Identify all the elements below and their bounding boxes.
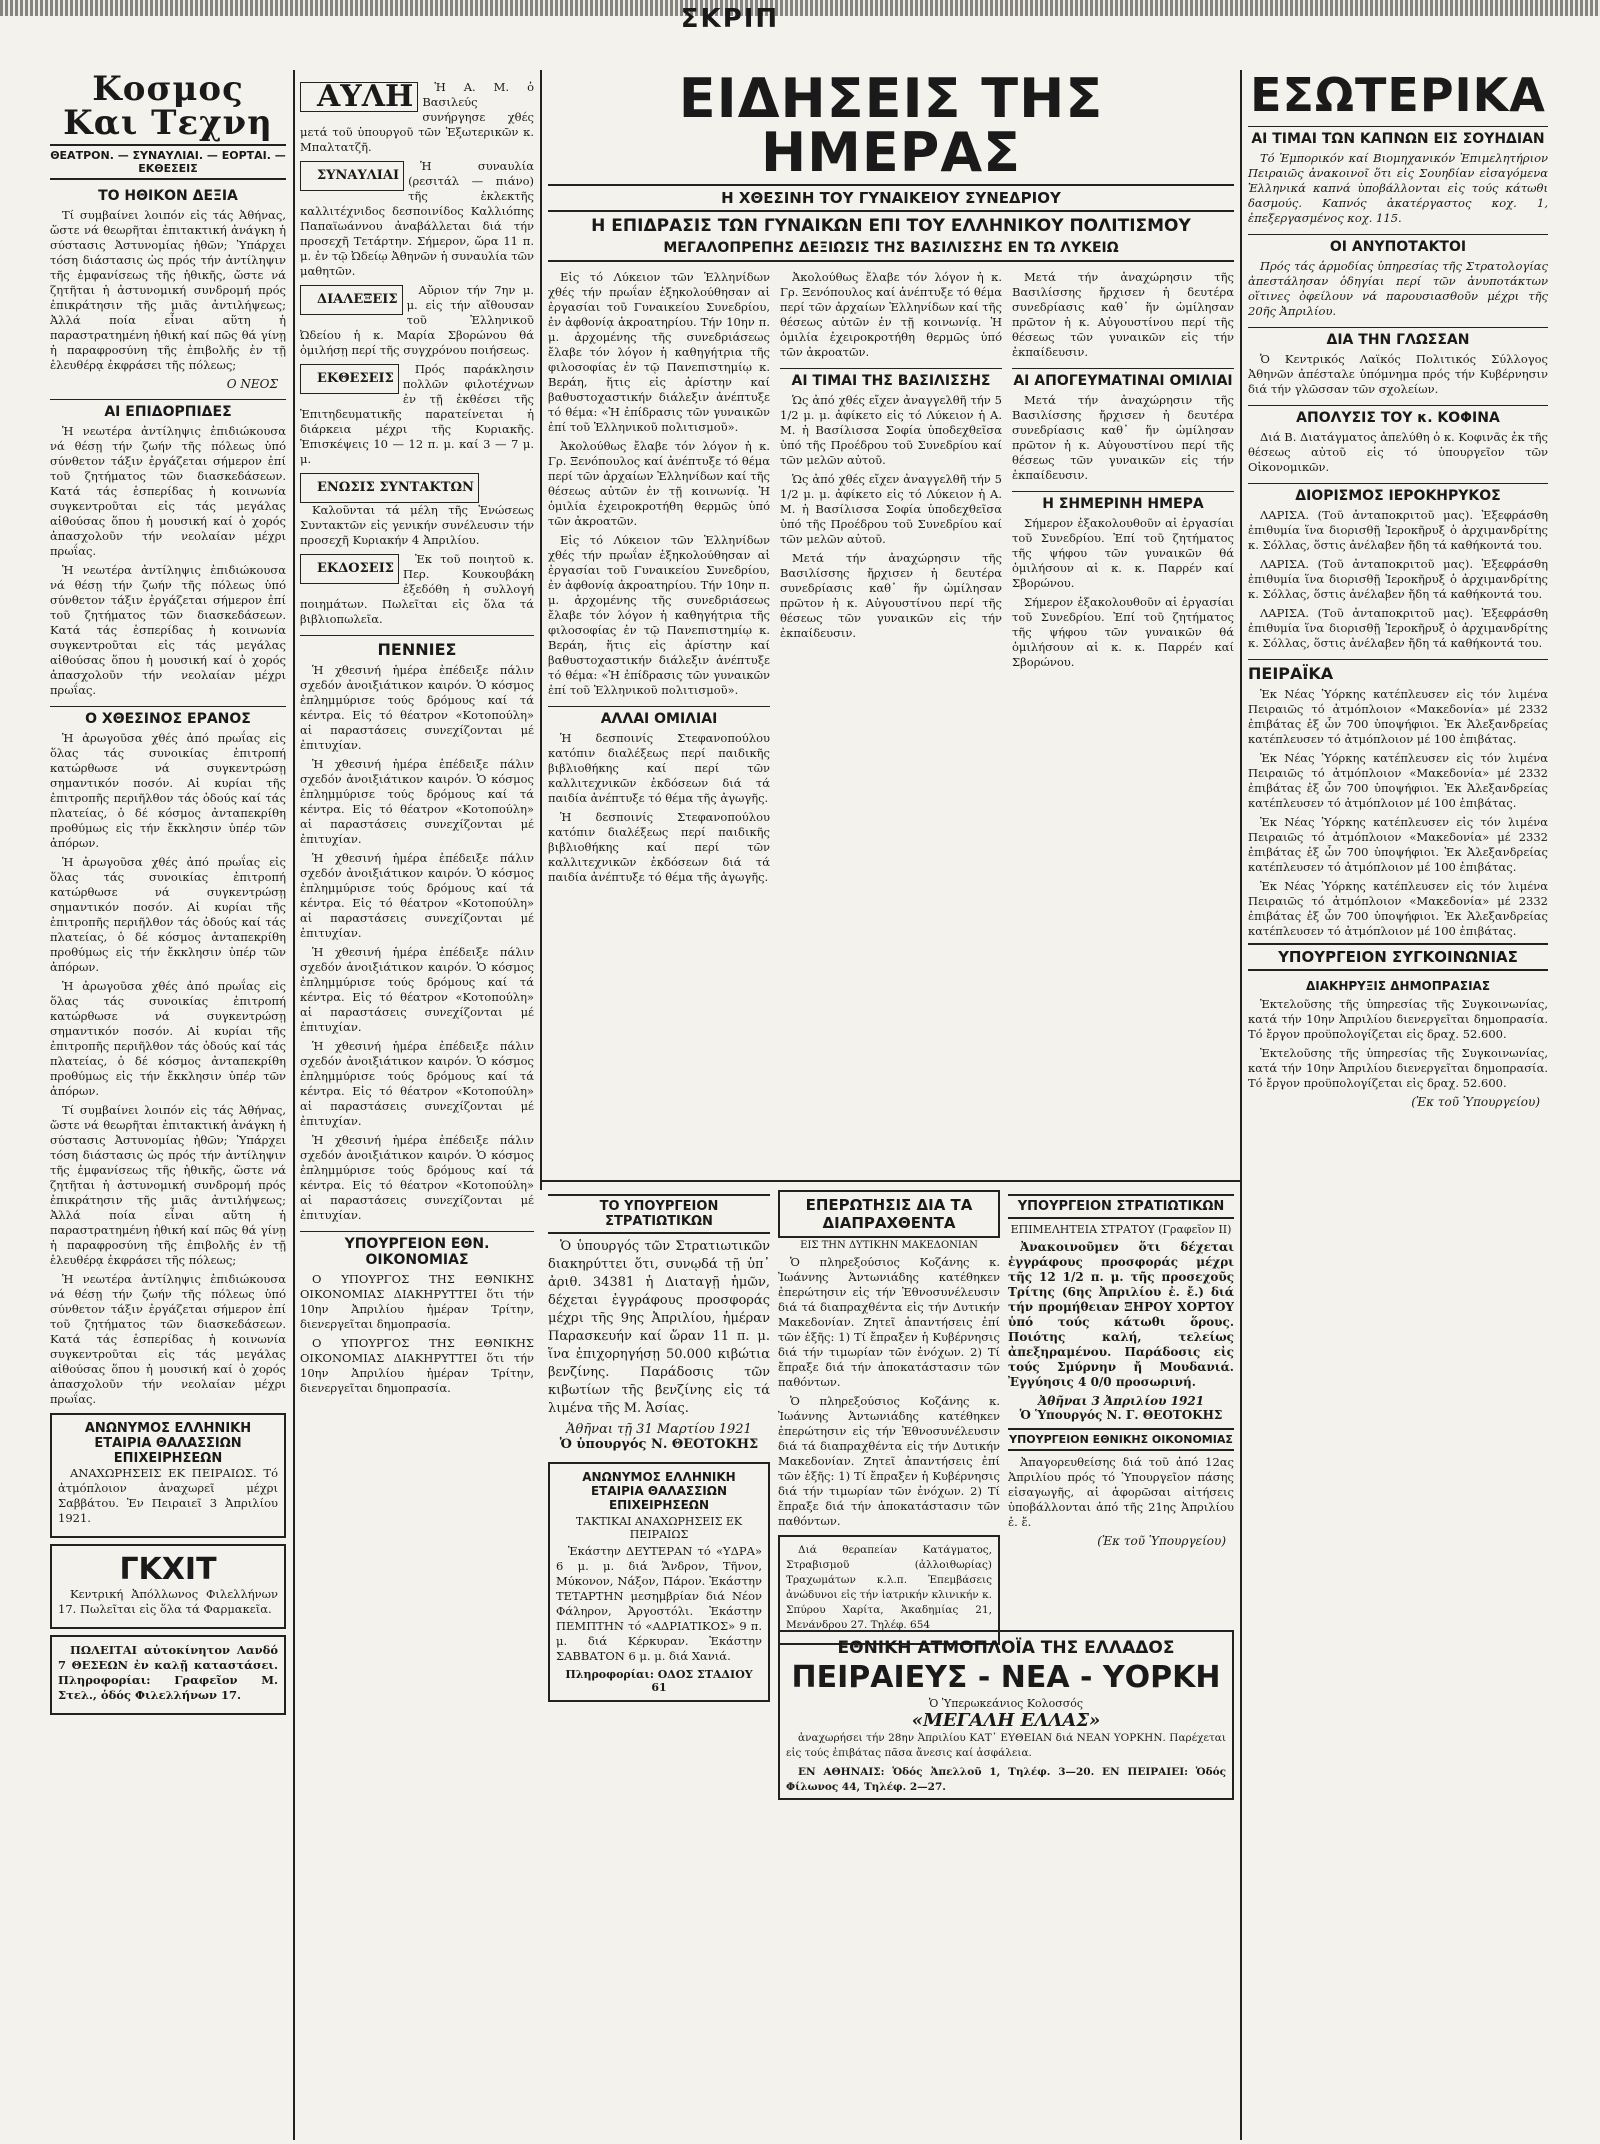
article-text: Τό Ἐμπορικόν καί Βιομηχανικόν Ἐπιμελητήριον Πειραιῶς ἀνακοινοῖ ὅτι εἰς Σουηδίαν εἰσαγόμενα Ἑλληνικά καπνά ὑποβάλλονται εἰς τούς κάτωθι δασμούς. Καπνός ἀκατέργαστος κοχ. 1, ἐπεξεργασμένος κοχ. 115. bbox=[1248, 151, 1548, 225]
advertisement bbox=[50, 1635, 286, 1715]
article-text: Ἐκ Νέας Ὑόρκης κατέπλευσεν εἰς τόν λιμένα Πειραιῶς τό ἀτμόπλοιον «Μακεδονία» μέ 2332 ἐπιβάτας ἐξ ὧν 700 ὑποψήφιοι. Ἐκ Ἀλεξανδρείας κατέπλευσεν τό ἀτμόπλοιον μέ 100 ἐπιβάτας. bbox=[1248, 879, 1548, 938]
masthead-label: ΣΚΡΙΠ bbox=[680, 4, 780, 34]
article-heading: ΔΙΟΡΙΣΜΟΣ ΙΕΡΟΚΗΡΥΚΟΣ bbox=[1248, 483, 1548, 504]
ad-title: ΑΝΩΝΥΜΟΣ ΕΛΛΗΝΙΚΗ ΕΤΑΙΡΙΑ ΘΑΛΑΣΣΙΩΝ ΕΠΙΧΕΙΡΗΣΕΩΝ bbox=[84, 1421, 252, 1466]
news-text: Μετά τήν ἀναχώρησιν τῆς Βασιλίσσης ἤρχισεν ἡ δευτέρα συνεδρίασις καθ᾽ ἥν ὡμίλησαν πρῶτον ἡ κ. Αὐγουστίνου περί τῆς θέσεως τῶν γυναικῶν εἰς τήν ἐκπαίδευσιν. bbox=[780, 551, 1002, 640]
news-text: Εἰς τό Λύκειον τῶν Ἑλληνίδων χθές τήν πρωΐαν ἐξηκολούθησαν αἱ ἐργασίαι τοῦ Γυναικείου Συνεδρίου, ἐν ἀφθονίᾳ ἀκροατηρίου. Τήν 10ην π. μ. ἀρχομένης τῆς συνεδριάσεως ἔλαβε τόν λόγον ἡ καθηγήτρια τῆς φιλοσοφίας ἐν τῷ Πανεπιστημίῳ κ. Βεράη, ἥτις εἰς ἀρίστην καί βαθυστοχαστικήν διάλεξιν ἀνέπτυξε τό θέμα: «Ἡ ἐπίδρασις τῶν γυναικῶν ἐπί τοῦ Ἑλληνικοῦ πολιτισμοῦ». bbox=[548, 270, 770, 434]
advertisement bbox=[50, 1544, 286, 1629]
shipping-ad bbox=[548, 1462, 770, 1702]
news-col bbox=[780, 270, 1002, 889]
brief-text: Ἡ χθεσινή ἡμέρα ἐπέδειξε πάλιν σχεδόν ἀνοιξιάτικον καιρόν. Ὁ κόσμος ἐπλημμύρισε τούς δρόμους καί τά κέντρα. Εἰς τό θέατρον «Κοτοπούλη» αἱ παραστάσεις συνεχίζονται μέ ἐπιτυχίαν. bbox=[300, 945, 534, 1034]
article-text: Ἡ νεωτέρα ἀντίληψις ἐπιδιώκουσα νά θέσῃ τήν ζωήν τῆς πόλεως ὑπό σύνθετον τάξιν ἐργάζεται σήμερον ἐπί τοῦ ζητήματος τῶν διασκεδάσεων. Κατά τάς ἑσπερίδας ἡ κοινωνία συγκεντροῦται εἰς τάς μεγάλας αἰθούσας ὅπου ἡ μουσική καί ὁ χορός ἀπασχολοῦν τήν νεολαίαν μέχρι πρωΐας. bbox=[50, 424, 286, 558]
ad-text: ΠΩΛΕΙΤΑΙ αὐτοκίνητον Λανδό 7 ΘΕΣΕΩΝ ἐν καλῇ καταστάσει. Πληροφορίαι: Γραφεῖον Μ. Στελ., ὁδός Φιλελλήνων 17. bbox=[58, 1643, 278, 1702]
article-signature: (Ἐκ τοῦ Ὑπουργείου) bbox=[1411, 1095, 1540, 1109]
supply-notice bbox=[1008, 1190, 1234, 1630]
section-title-kosmos: Κοσμος Και Τεχνη bbox=[63, 69, 273, 143]
notice-text: Ἀπαγορευθείσης διά τοῦ ἀπό 12ας Ἀπριλίου πρός τό Ὑπουργεῖον πάσης εἰσαγωγῆς, αἱ ἀφορῶσαι αἰτήσεις ὑποβάλλονται ἀπό τῆς 21ης Ἀπριλίου ἐ. ἔ. bbox=[1008, 1455, 1234, 1529]
article-signature: Ο ΝΕΟΣ bbox=[226, 377, 278, 391]
ad-title: ΠΕΙΡΑΙΕΥΣ - ΝΕΑ - ΥΟΡΚΗ bbox=[791, 1660, 1221, 1695]
article-heading: ΤΟ ΗΘΙΚΟΝ ΔΕΞΙΑ bbox=[98, 188, 238, 204]
article-text: Ἐκ Νέας Ὑόρκης κατέπλευσεν εἰς τόν λιμένα Πειραιῶς τό ἀτμόπλοιον «Μακεδονία» μέ 2332 ἐπιβάτας ἐξ ὧν 700 ὑποψήφιοι. Ἐκ Ἀλεξανδρείας κατέπλευσεν τό ἀτμόπλοιον μέ 100 ἐπιβάτας. bbox=[1248, 751, 1548, 810]
brief-text: ΕΝΩΣΙΣ ΣΥΝΤΑΚΤΩΝ Καλοῦνται τά μέλη τῆς Ἑνώσεως Συντακτῶν εἰς γενικήν συνέλευσιν τήν προσεχῆ Κυριακήν 4 Ἀπριλίου. bbox=[300, 471, 534, 548]
ad-text: Διά θεραπείαν Κατάγματος, Στραβισμοῦ (ἀλλοιθωρίας) Τραχωμάτων κ.λ.π. Ἐπεμβάσεις ἀνώδυνοι εἰς τήν ἰατρικήν κλινικήν κ. Σπύρου Χαρίτα, Ἀκαδημίας 21, Μενάνδρου 27. Τηλέφ. 654 bbox=[786, 1544, 992, 1631]
notice-title: ΥΠΟΥΡΓΕΙΟΝ ΣΤΡΑΤΙΩΤΙΚΩΝ bbox=[1008, 1194, 1234, 1219]
ad-title: ΕΘΝΙΚΗ ΑΤΜΟΠΛΟΪΑ ΤΗΣ ΕΛΛΑΔΟΣ bbox=[837, 1638, 1175, 1658]
news-subheading: Η ΣΗΜΕΡΙΝΗ ΗΜΕΡΑ bbox=[1012, 491, 1234, 512]
interpellation bbox=[778, 1190, 1000, 1631]
notice-subtitle: ΕΠΙΜΕΛΗΤΕΙΑ ΣΤΡΑΤΟΥ (Γραφεῖον ΙΙ) bbox=[1010, 1223, 1232, 1236]
article-text: Ἐκ Νέας Ὑόρκης κατέπλευσεν εἰς τόν λιμένα Πειραιῶς τό ἀτμόπλοιον «Μακεδονία» μέ 2332 ἐπιβάτας ἐξ ὧν 700 ὑποψήφιοι. Ἐκ Ἀλεξανδρείας κατέπλευσεν τό ἀτμόπλοιον μέ 100 ἐπιβάτας. bbox=[1248, 687, 1548, 746]
news-text: Ἡ δεσποινίς Στεφανοπούλου κατόπιν διαλέξεως περί παιδικῆς βιβλιοθήκης καί περί τῶν καλλιτεχνικῶν ἐκδόσεων διά τά παιδία ἀνέπτυξε τό θέμα τῆς ἀγωγῆς. bbox=[548, 810, 770, 884]
news-subheading: Η ΕΠΙΔΡΑΣΙΣ ΤΩΝ ΓΥΝΑΙΚΩΝ ΕΠΙ ΤΟΥ ΕΛΛΗΝΙΚΟΥ ΠΟΛΙΤΙΣΜΟΥ bbox=[591, 216, 1191, 236]
news-col bbox=[548, 270, 770, 889]
brief-text: ΕΚΘΕΣΕΙΣ Πρός παράκλησιν πολλῶν φιλοτέχνων ἐν τῇ ἐκθέσει τῆς Ἐπιτηδευματικῆς παρατείνεται ἡ διάρκεια μέχρι τῆς Κυριακῆς. Ἐπισκέψεις 10 — 12 π. μ. καί 3 — 7 μ. μ. bbox=[300, 362, 534, 466]
article-text: Τί συμβαίνει λοιπόν εἰς τάς Ἀθήνας, ὥστε νά θεωρῆται ἐπιτακτική ἀνάγκη ἡ σύστασις Ἀστυνομίας ἠθῶν; Ὑπάρχει τόση διάστασις ὡς πρός τήν ἀντίληψιν τῆς ἐμφανίσεως τῆς ἡθικῆς, ὥστε νά ζητῆται ἡ ἀστυνομική συνδρομή πρός ἐπικράτησιν τῆς μιᾶς ἀντιλήψεως; Ἀλλά ποία εἶναι αὕτη ἡ παραστρατημένη ἠθική καί πῶς θά γίνῃ ἡ παραφροσύνη τῆς ἐπιβολῆς ἐν τῇ ἑλευθέρᾳ ἐκφράσει τῆς πόλεως; bbox=[50, 1103, 286, 1267]
brief-text: ΕΚΔΟΣΕΙΣ Ἐκ τοῦ ποιητοῦ κ. Περ. Κουκουβάκη ἐξεδόθη ἡ συλλογή ποιημάτων. Πωλεῖται εἰς ὅλα τά βιβλιοπωλεῖα. bbox=[300, 552, 534, 626]
column-rule bbox=[1240, 70, 1242, 2140]
article-text: Ἡ ἀρωγοῦσα χθές ἀπό πρωΐας εἰς ὅλας τάς συνοικίας ἐπιτροπή κατώρθωσε νά συγκεντρώσῃ σημαντικόν ποσόν. Αἱ κυρίαι τῆς ἐπιτροπῆς περιῆλθον τάς ὁδούς καί τάς πλατείας, ὁ δέ κόσμος ἀνταπεκρίθη προθύμως εἰς τήν ἔκκλησιν ὑπέρ τῶν ἀπόρων. bbox=[50, 855, 286, 974]
column-rule bbox=[540, 70, 542, 1190]
news-subheading: ΑΛΛΑΙ ΟΜΙΛΙΑΙ bbox=[548, 706, 770, 727]
ad-text: Κεντρική Ἀπόλλωνος Φιλελλήνων 17. Πωλεῖται εἰς ὅλα τά Φαρμακεῖα. bbox=[58, 1587, 278, 1616]
brief-heading: ΕΚΘΕΣΕΙΣ bbox=[300, 364, 399, 394]
notice-signature: (Ἐκ τοῦ Ὑπουργείου) bbox=[1097, 1534, 1226, 1548]
news-subheading: ΑΙ ΑΠΟΓΕΥΜΑΤΙΝΑΙ ΟΜΙΛΙΑΙ bbox=[1012, 368, 1234, 389]
brief-text: ΣΥΝΑΥΛΙΑΙ Ἡ συναυλία (ρεσιτάλ — πιάνο) τῆς ἐκλεκτῆς καλλιτέχνιδος δεσποινίδος Καλλιόπης Παπαϊωάννου ἀναβάλλεται διά τήν προσεχῆ Τετάρτην. Σήμερον, ὥρα 11 π. μ. ἐν τῷ Ὠδείῳ Ἀθηνῶν ἡ συναυλία τῶν μαθητῶν. bbox=[300, 159, 534, 278]
notice-date: Ἀθῆναι τῇ 31 Μαρτίου 1921 bbox=[566, 1422, 752, 1437]
column-rule bbox=[293, 70, 295, 2140]
brief-text: Ἡ χθεσινή ἡμέρα ἐπέδειξε πάλιν σχεδόν ἀνοιξιάτικον καιρόν. Ὁ κόσμος ἐπλημμύρισε τούς δρόμους καί τά κέντρα. Εἰς τό θέατρον «Κοτοπούλη» αἱ παραστάσεις συνεχίζονται μέ ἐπιτυχίαν. bbox=[300, 851, 534, 940]
right-column bbox=[1248, 68, 1548, 2112]
notice-title: ΤΟ ΥΠΟΥΡΓΕΙΟΝ ΣΤΡΑΤΙΩΤΙΚΩΝ bbox=[548, 1194, 770, 1234]
news-text: Ἀκολούθως ἔλαβε τόν λόγον ἡ κ. Γρ. Ξενόπουλος καί ἀνέπτυξε τό θέμα περί τῶν ἀρχαίων Ἑλληνίδων καί τῆς θέσεως αὐτῶν ἐν τῇ κοινωνίᾳ. Ἡ ὁμιλία ἐχειροκροτήθη θερμῶς ὑπό τῶν ἀκροατῶν. bbox=[780, 270, 1002, 359]
ad-text: ἀναχωρήσει τήν 28ην Ἀπριλίου ΚΑΤ᾽ ΕΥΘΕΙΑΝ διά ΝΕΑΝ ΥΟΡΚΗΝ. Παρέχεται εἰς τούς ἐπιβάτας πᾶσα ἄνεσις καί ἀσφάλεια. bbox=[786, 1732, 1226, 1759]
news-text: Ἡ δεσποινίς Στεφανοπούλου κατόπιν διαλέξεως περί παιδικῆς βιβλιοθήκης καί περί τῶν καλλιτεχνικῶν ἐκδόσεων διά τά παιδία ἀνέπτυξε τό θέμα τῆς ἀγωγῆς. bbox=[548, 731, 770, 805]
ad-title: ΑΝΩΝΥΜΟΣ ΕΛΛΗΝΙΚΗ ΕΤΑΙΡΙΑ ΘΑΛΑΣΣΙΩΝ ΕΠΙΧΕΙΡΗΣΕΩΝ bbox=[582, 1470, 736, 1512]
brief-heading: ΠΕΝΝΙΕΣ bbox=[300, 635, 534, 659]
brief-heading: ΕΝΩΣΙΣ ΣΥΝΤΑΚΤΩΝ bbox=[300, 473, 479, 503]
steamship-ad bbox=[778, 1630, 1234, 1800]
news-subheading: ΑΙ ΤΙΜΑΙ ΤΗΣ ΒΑΣΙΛΙΣΣΗΣ bbox=[780, 368, 1002, 389]
left-column bbox=[50, 69, 286, 2112]
article-text: ΛΑΡΙΣΑ. (Τοῦ ἀνταποκριτοῦ μας). Ἐξεφράσθη ἐπιθυμία ἵνα διορισθῇ Ἱεροκῆρυξ ὁ ἀρχιμανδρίτης κ. Σόλλας, ὅστις ἀνέλαβεν ἤδη τά καθήκοντά του. bbox=[1248, 557, 1548, 601]
notice-title: ΕΠΕΡΩΤΗΣΙΣ ΔΙΑ ΤΑ ΔΙΑΠΡΑΧΘΕΝΤΑ bbox=[778, 1190, 1000, 1238]
news-text: Ὡς ἀπό χθές εἴχεν ἀναγγελθῆ τήν 5 1/2 μ. μ. ἀφίκετο εἰς τό Λύκειον ἡ Α. Μ. ἡ Βασίλισσα Σοφία ὑποδεχθεῖσα ὑπό τῆς Προέδρου τοῦ Συνεδρίου καί τῶν μελῶν αὐτοῦ. bbox=[780, 393, 1002, 467]
brief-text: Ἡ χθεσινή ἡμέρα ἐπέδειξε πάλιν σχεδόν ἀνοιξιάτικον καιρόν. Ὁ κόσμος ἐπλημμύρισε τούς δρόμους καί τά κέντρα. Εἰς τό θέατρον «Κοτοπούλη» αἱ παραστάσεις συνεχίζονται μέ ἐπιτυχίαν. bbox=[300, 1133, 534, 1222]
notice-title: ΥΠΟΥΡΓΕΙΟΝ ΕΘΝΙΚΗΣ ΟΙΚΟΝΟΜΙΑΣ bbox=[1008, 1428, 1234, 1451]
ad-address: Πληροφορίαι: ΟΔΟΣ ΣΤΑΔΙΟΥ 61 bbox=[565, 1668, 753, 1694]
notice-text: Ἀνακοινοῦμεν ὅτι δέχεται ἐγγράφους προσφοράς μέχρι τῆς 12 1/2 π. μ. τῆς προσεχοῦς Τρίτης (6ης Ἀπριλίου ἐ. ἔ.) διά τήν προμήθειαν ΞΗΡΟΥ ΧΟΡΤΟΥ ὑπό τούς κάτωθι ὅρους. Ποιότης καλή, τελείως ἀπεξηραμένου. Παράδοσις εἰς τούς Σμύρνην ἤ Μουδανιά. Ἐγγύησις 4 0/0 προσωρινή. bbox=[1008, 1240, 1234, 1389]
article-text: Διά Β. Διατάγματος ἀπελύθη ὁ κ. Κοφινᾶς ἐκ τῆς θέσεως αὐτοῦ εἰς τό ὑπουργεῖον τῶν Οἰκονομικῶν. bbox=[1248, 430, 1548, 474]
section-subtitle: ΘΕΑΤΡΟΝ. — ΣΥΝΑΥΛΙΑΙ. — ΕΟΡΤΑΙ. — ΕΚΘΕΣΕΙΣ bbox=[50, 144, 286, 180]
news-text: Μετά τήν ἀναχώρησιν τῆς Βασιλίσσης ἤρχισεν ἡ δευτέρα συνεδρίασις καθ᾽ ἥν ὡμίλησαν πρῶτον ἡ κ. Αὐγουστίνου περί τῆς θέσεως τῶν γυναικῶν εἰς τήν ἐκπαίδευσιν. bbox=[1012, 393, 1234, 482]
article-heading: Ο ΧΘΕΣΙΝΟΣ ΕΡΑΝΟΣ bbox=[50, 706, 286, 727]
article-text: Ἡ ἀρωγοῦσα χθές ἀπό πρωΐας εἰς ὅλας τάς συνοικίας ἐπιτροπή κατώρθωσε νά συγκεντρώσῃ σημαντικόν ποσόν. Αἱ κυρίαι τῆς ἐπιτροπῆς περιῆλθον τάς ὁδούς καί τάς πλατείας, ὁ δέ κόσμος ἀνταπεκρίθη προθύμως εἰς τήν ἔκκλησιν ὑπέρ τῶν ἀπόρων. bbox=[50, 731, 286, 850]
article-text: Ἐκ Νέας Ὑόρκης κατέπλευσεν εἰς τόν λιμένα Πειραιῶς τό ἀτμόπλοιον «Μακεδονία» μέ 2332 ἐπιβάτας ἐξ ὧν 700 ὑποψήφιοι. Ἐκ Ἀλεξανδρείας κατέπλευσεν τό ἀτμόπλοιον μέ 100 ἐπιβάτας. bbox=[1248, 815, 1548, 874]
brief-text: ΔΙΑΛΕΞΕΙΣ Αὔριον τήν 7ην μ. μ. εἰς τήν αἴθουσαν τοῦ Ἑλληνικοῦ Ὠδείου ἡ κ. Μαρία Σβορώνου θά ὁμιλήσῃ περί τῆς συγχρόνου ποιήσεως. bbox=[300, 283, 534, 357]
article-text: Ἡ ἀρωγοῦσα χθές ἀπό πρωΐας εἰς ὅλας τάς συνοικίας ἐπιτροπή κατώρθωσε νά συγκεντρώσῃ σημαντικόν ποσόν. Αἱ κυρίαι τῆς ἐπιτροπῆς περιῆλθον τάς ὁδούς καί τάς πλατείας, ὁ δέ κόσμος ἀνταπεκρίθη προθύμως εἰς τήν ἔκκλησιν ὑπέρ τῶν ἀπόρων. bbox=[50, 979, 286, 1098]
news-subheading: Η ΧΘΕΣΙΝΗ ΤΟΥ ΓΥΝΑΙΚΕΙΟΥ ΣΥΝΕΔΡΙΟΥ bbox=[548, 184, 1234, 212]
advertisement bbox=[50, 1413, 286, 1538]
article-text: Ἡ νεωτέρα ἀντίληψις ἐπιδιώκουσα νά θέσῃ τήν ζωήν τῆς πόλεως ὑπό σύνθετον τάξιν ἐργάζεται σήμερον ἐπί τοῦ ζητήματος τῶν διασκεδάσεων. Κατά τάς ἑσπερίδας ἡ κοινωνία συγκεντροῦται εἰς τάς μεγάλας αἰθούσας ὅπου ἡ μουσική καί ὁ χορός ἀπασχολοῦν τήν νεολαίαν μέχρι πρωΐας. bbox=[50, 563, 286, 697]
brief-heading: ΣΥΝΑΥΛΙΑΙ bbox=[300, 161, 404, 191]
news-text: Σήμερον ἐξακολουθοῦν αἱ ἐργασίαι τοῦ Συνεδρίου. Ἐπί τοῦ ζητήματος τῆς ψήφου τῶν γυναικῶν θά ὁμιλήσουν αἱ κ. κ. Παρρέν καί Σβορώνου. bbox=[1012, 516, 1234, 590]
brief-text: Ἡ χθεσινή ἡμέρα ἐπέδειξε πάλιν σχεδόν ἀνοιξιάτικον καιρόν. Ὁ κόσμος ἐπλημμύρισε τούς δρόμους καί τά κέντρα. Εἰς τό θέατρον «Κοτοπούλη» αἱ παραστάσεις συνεχίζονται μέ ἐπιτυχίαν. bbox=[300, 757, 534, 846]
ship-name: «ΜΕΓΑΛΗ ΕΛΛΑΣ» bbox=[911, 1710, 1101, 1731]
article-heading: ΑΠΟΛΥΣΙΣ ΤΟΥ κ. ΚΟΦΙΝΑ bbox=[1248, 405, 1548, 426]
ad-text: Ἑκάστην ΔΕΥΤΕΡΑΝ τό «ΥΔΡΑ» 6 μ. μ. διά Ἄνδρον, Τῆνον, Μύκονον, Νάξον, Πάρον. Ἑκάστην ΤΕΤΑΡΤΗΝ μεσημβρίαν διά Νέον Φάληρον, Ἀργοστόλι. Ἑκάστην ΠΕΜΠΤΗΝ τό «ΑΔΡΙΑΤΙΚΟΣ» 9 π. μ. διά Κέρκυραν. Ἑκάστην ΣΑΒΒΑΤΟΝ 6 μ. μ. διά Χανιά. bbox=[556, 1544, 762, 1663]
article-text: Ἡ νεωτέρα ἀντίληψις ἐπιδιώκουσα νά θέσῃ τήν ζωήν τῆς πόλεως ὑπό σύνθετον τάξιν ἐργάζεται σήμερον ἐπί τοῦ ζητήματος τῶν διασκεδάσεων. Κατά τάς ἑσπερίδας ἡ κοινωνία συγκεντροῦται εἰς τάς μεγάλας αἰθούσας ὅπου ἡ μουσική καί ὁ χορός ἀπασχολοῦν τήν νεολαίαν μέχρι πρωΐας. bbox=[50, 1272, 286, 1406]
notice-signature: Ὁ ὑπουργός Ν. ΘΕΟΤΟΚΗΣ bbox=[559, 1437, 759, 1452]
article-heading: ΑΙ ΕΠΙΔΟΡΠΙΔΕΣ bbox=[50, 399, 286, 420]
ad-title: ΓΚΧΙΤ bbox=[119, 1552, 217, 1587]
ad-text: Ὁ Ὑπερωκεάνιος Κολοσσός bbox=[928, 1697, 1084, 1710]
military-notice bbox=[548, 1190, 770, 1750]
brief-heading: ΔΙΑΛΕΞΕΙΣ bbox=[300, 285, 403, 315]
article-text: Ἐκτελοῦσης τῆς ὑπηρεσίας τῆς Συγκοινωνίας, κατά τήν 10ην Ἀπριλίου διενεργεῖται δημοπρασία. Τό ἔργον προϋπολογίζεται εἰς δραχ. 52.600. bbox=[1248, 1046, 1548, 1090]
notice-subtitle: ΕΙΣ ΤΗΝ ΔΥΤΙΚΗΝ ΜΑΚΕΔΟΝΙΑΝ bbox=[800, 1240, 978, 1251]
news-text: Ὡς ἀπό χθές εἴχεν ἀναγγελθῆ τήν 5 1/2 μ. μ. ἀφίκετο εἰς τό Λύκειον ἡ Α. Μ. ἡ Βασίλισσα Σοφία ὑποδεχθεῖσα ὑπό τῆς Προέδρου τοῦ Συνεδρίου καί τῶν μελῶν αὐτοῦ. bbox=[780, 472, 1002, 546]
news-title: ΕΙΔΗΣΕΙΣ ΤΗΣ ΗΜΕΡΑΣ bbox=[678, 67, 1104, 184]
news-col bbox=[1012, 270, 1234, 889]
article-subheading: ΔΙΑΚΗΡΥΞΙΣ ΔΗΜΟΠΡΑΣΙΑΣ bbox=[1305, 979, 1491, 993]
article-heading: ΑΙ ΤΙΜΑΙ ΤΩΝ ΚΑΠΝΩΝ ΕΙΣ ΣΟΥΗΔΙΑΝ bbox=[1248, 126, 1548, 147]
article-text: Ἐκτελοῦσης τῆς ὑπηρεσίας τῆς Συγκοινωνίας, κατά τήν 10ην Ἀπριλίου διενεργεῖται δημοπρασία. Τό ἔργον προϋπολογίζεται εἰς δραχ. 52.600. bbox=[1248, 997, 1548, 1041]
article-heading: ΠΕΙΡΑΪΚΑ bbox=[1248, 659, 1548, 683]
briefs-column bbox=[300, 80, 534, 2110]
news-text: Ἀκολούθως ἔλαβε τόν λόγον ἡ κ. Γρ. Ξενόπουλος καί ἀνέπτυξε τό θέμα περί τῶν ἀρχαίων Ἑλληνίδων καί τῆς θέσεως αὐτῶν ἐν τῇ κοινωνίᾳ. Ἡ ὁμιλία ἐχειροκροτήθη θερμῶς ὑπό τῶν ἀκροατῶν. bbox=[548, 439, 770, 528]
article-text: Πρός τάς ἁρμοδίας ὑπηρεσίας τῆς Στρατολογίας ἀπεστάλησαν ὁδηγίαι περί τῶν ἀνυποτάκτων οἵτινες ὀφείλουν νά παρουσιασθοῦν μέχρι τῆς 20ῆς Ἀπριλίου. bbox=[1248, 259, 1548, 318]
news-subheading: ΜΕΓΑΛΟΠΡΕΠΗΣ ΔΕΞΙΩΣΙΣ ΤΗΣ ΒΑΣΙΛΙΣΣΗΣ ΕΝ ΤΩ ΛΥΚΕΙΩ bbox=[548, 240, 1234, 262]
article-text: Τί συμβαίνει λοιπόν εἰς τάς Ἀθήνας, ὥστε νά θεωρῆται ἐπιτακτική ἀνάγκη ἡ σύστασις Ἀστυνομίας ἠθῶν; Ὑπάρχει τόση διάστασις ὡς πρός τήν ἀντίληψιν τῆς ἐμφανίσεως τῆς ἡθικῆς, ὥστε νά ζητῆται ἡ ἀστυνομική συνδρομή πρός ἐπικράτησιν τῆς μιᾶς ἀντιλήψεως; Ἀλλά ποία εἶναι αὕτη ἡ παραστρατημένη ἠθική καί πῶς θά γίνῃ ἡ παραφροσύνη τῆς ἐπιβολῆς ἐν τῇ ἑλευθέρᾳ ἐκφράσει τῆς πόλεως; bbox=[50, 208, 286, 372]
news-text: Μετά τήν ἀναχώρησιν τῆς Βασιλίσσης ἤρχισεν ἡ δευτέρα συνεδρίασις καθ᾽ ἥν ὡμίλησαν πρῶτον ἡ κ. Αὐγουστίνου περί τῆς θέσεως τῶν γυναικῶν εἰς τήν ἐκπαίδευσιν. bbox=[1012, 270, 1234, 359]
notice-text: Ὁ ὑπουργός τῶν Στρατιωτικῶν διακηρύττει ὅτι, συνῳδά τῇ ὑπ᾽ ἀριθ. 34381 ἡ Διαταγῇ ἡμῶν, δέχεται ἐγγράφους προσφοράς μέχρι τῆς 9ης Ἀπριλίου, ἡμέραν Παρασκευήν καί ὥραν 11 π. μ. ἵνα ἐπιχορηγήσῃ 50.000 κιβώτια βενζίνης. Παράδοσις τῶν κιβωτίων τῆς βενζίνης εἰς τά λιμένα τῆς Μ. Ἀσίας. bbox=[548, 1239, 770, 1416]
brief-heading: ΑΥΛΗ bbox=[300, 82, 418, 112]
notice-text: Ὁ πληρεξούσιος Κοζάνης κ. Ἰωάννης Ἀντωνιάδης κατέθηκεν ἐπερώτησιν εἰς τήν Ἐθνοσυνέλευσιν διά τά διαπραχθέντα εἰς τήν Δυτικήν Μακεδονίαν. Ζητεῖ ἀπαντήσεις ἐπί τῶν ἑξῆς: 1) Τί ἔπραξεν ἡ Κυβέρνησις διά τήν τιμωρίαν τῶν ἐνόχων. 2) Τί ἔπραξε διά τήν ἀποκατάστασιν τῶν παθόντων. bbox=[778, 1394, 1000, 1528]
ad-subtitle: ΤΑΚΤΙΚΑΙ ΑΝΑΧΩΡΗΣΕΙΣ ΕΚ ΠΕΙΡΑΙΩΣ bbox=[575, 1515, 743, 1541]
article-text: Ὁ Κεντρικός Λαϊκός Πολιτικός Σύλλογος Ἀθηνῶν ἀπέσταλε ὑπόμνημα πρός τήν Κυβέρνησιν διά τήν γλῶσσαν τῶν σχολείων. bbox=[1248, 352, 1548, 396]
ad-text: ΑΝΑΧΩΡΗΣΕΙΣ ΕΚ ΠΕΙΡΑΙΩΣ. Τό ἀτμόπλοιον ἀναχωρεῖ μέχρι Σαββάτου. Ἐν Πειραιεῖ 3 Ἀπριλίου 1921. bbox=[58, 1466, 278, 1525]
center-news bbox=[548, 67, 1234, 1176]
article-heading: ΟΙ ΑΝΥΠΟΤΑΚΤΟΙ bbox=[1248, 234, 1548, 255]
article-text: ΛΑΡΙΣΑ. (Τοῦ ἀνταποκριτοῦ μας). Ἐξεφράσθη ἐπιθυμία ἵνα διορισθῇ Ἱεροκῆρυξ ὁ ἀρχιμανδρίτης κ. Σόλλας, ὅστις ἀνέλαβεν ἤδη τά καθήκοντά του. bbox=[1248, 508, 1548, 552]
notice-text: Ὁ πληρεξούσιος Κοζάνης κ. Ἰωάννης Ἀντωνιάδης κατέθηκεν ἐπερώτησιν εἰς τήν Ἐθνοσυνέλευσιν διά τά διαπραχθέντα εἰς τήν Δυτικήν Μακεδονίαν. Ζητεῖ ἀπαντήσεις ἐπί τῶν ἑξῆς: 1) Τί ἔπραξεν ἡ Κυβέρνησις διά τήν τιμωρίαν τῶν ἐνόχων. 2) Τί ἔπραξε διά τήν ἀποκατάστασιν τῶν παθόντων. bbox=[778, 1255, 1000, 1389]
brief-heading: ΥΠΟΥΡΓΕΙΟΝ ΕΘΝ. ΟΙΚΟΝΟΜΙΑΣ bbox=[300, 1231, 534, 1268]
section-rule bbox=[540, 1180, 1240, 1182]
ad-address: ΕΝ ΑΘΗΝΑΙΣ: Ὁδός Ἀπελλοῦ 1, Τηλέφ. 3—20. ΕΝ ΠΕΙΡΑΙΕΙ: Ὁδός Φίλωνος 44, Τηλέφ. 2—27. bbox=[786, 1766, 1226, 1793]
clinic-ad bbox=[778, 1535, 1000, 1645]
section-title-esoterika: ΕΣΩΤΕΡΙΚΑ bbox=[1250, 68, 1546, 122]
brief-text: Ο ΥΠΟΥΡΓΟΣ ΤΗΣ ΕΘΝΙΚΗΣ ΟΙΚΟΝΟΜΙΑΣ ΔΙΑΚΗΡΥΤΤΕΙ ὅτι τήν 10ην Ἀπριλίου ἡμέραν Τρίτην, διενεργεῖται δημοπρασία. bbox=[300, 1336, 534, 1395]
news-text: Σήμερον ἐξακολουθοῦν αἱ ἐργασίαι τοῦ Συνεδρίου. Ἐπί τοῦ ζητήματος τῆς ψήφου τῶν γυναικῶν θά ὁμιλήσουν αἱ κ. κ. Παρρέν καί Σβορώνου. bbox=[1012, 595, 1234, 669]
brief-text: Ἡ χθεσινή ἡμέρα ἐπέδειξε πάλιν σχεδόν ἀνοιξιάτικον καιρόν. Ὁ κόσμος ἐπλημμύρισε τούς δρόμους καί τά κέντρα. Εἰς τό θέατρον «Κοτοπούλη» αἱ παραστάσεις συνεχίζονται μέ ἐπιτυχίαν. bbox=[300, 663, 534, 752]
notice-signature: Ὁ Ὑπουργός Ν. Γ. ΘΕΟΤΟΚΗΣ bbox=[1019, 1408, 1223, 1422]
brief-heading: ΕΚΔΟΣΕΙΣ bbox=[300, 554, 399, 584]
brief-text: Ἡ χθεσινή ἡμέρα ἐπέδειξε πάλιν σχεδόν ἀνοιξιάτικον καιρόν. Ὁ κόσμος ἐπλημμύρισε τούς δρόμους καί τά κέντρα. Εἰς τό θέατρον «Κοτοπούλη» αἱ παραστάσεις συνεχίζονται μέ ἐπιτυχίαν. bbox=[300, 1039, 534, 1128]
article-text: ΛΑΡΙΣΑ. (Τοῦ ἀνταποκριτοῦ μας). Ἐξεφράσθη ἐπιθυμία ἵνα διορισθῇ Ἱεροκῆρυξ ὁ ἀρχιμανδρίτης κ. Σόλλας, ὅστις ἀνέλαβεν ἤδη τά καθήκοντά του. bbox=[1248, 606, 1548, 650]
notice-date: Ἀθῆναι 3 Ἀπριλίου 1921 bbox=[1037, 1394, 1205, 1408]
masthead-strip bbox=[0, 0, 1600, 16]
news-columns bbox=[548, 270, 1234, 889]
article-heading: ΔΙΑ ΤΗΝ ΓΛΩΣΣΑΝ bbox=[1248, 327, 1548, 348]
article-heading: ΥΠΟΥΡΓΕΙΟΝ ΣΥΓΚΟΙΝΩΝΙΑΣ bbox=[1248, 943, 1548, 971]
brief-text: ΑΥΛΗ Ἡ Α. Μ. ὁ Βασιλεύς συνήργησε χθές μετά τοῦ ὑπουργοῦ τῶν Ἐξωτερικῶν κ. Μπαλτατζῆ. bbox=[300, 79, 534, 154]
news-text: Εἰς τό Λύκειον τῶν Ἑλληνίδων χθές τήν πρωΐαν ἐξηκολούθησαν αἱ ἐργασίαι τοῦ Γυναικείου Συνεδρίου, ἐν ἀφθονίᾳ ἀκροατηρίου. Τήν 10ην π. μ. ἀρχομένης τῆς συνεδριάσεως ἔλαβε τόν λόγον ἡ καθηγήτρια τῆς φιλοσοφίας ἐν τῷ Πανεπιστημίῳ κ. Βεράη, ἥτις εἰς ἀρίστην καί βαθυστοχαστικήν διάλεξιν ἀνέπτυξε τό θέμα: «Ἡ ἐπίδρασις τῶν γυναικῶν ἐπί τοῦ Ἑλληνικοῦ πολιτισμοῦ». bbox=[548, 533, 770, 697]
brief-text: Ο ΥΠΟΥΡΓΟΣ ΤΗΣ ΕΘΝΙΚΗΣ ΟΙΚΟΝΟΜΙΑΣ ΔΙΑΚΗΡΥΤΤΕΙ ὅτι τήν 10ην Ἀπριλίου ἡμέραν Τρίτην, διενεργεῖται δημοπρασία. bbox=[300, 1272, 534, 1331]
